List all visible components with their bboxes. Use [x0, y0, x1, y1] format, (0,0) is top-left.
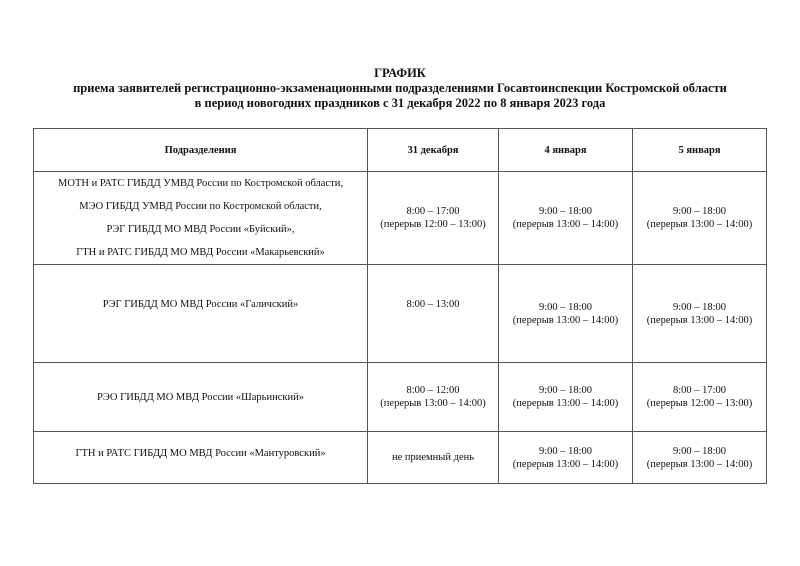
unit-name: ГТН и РАТС ГИБДД МО МВД России «Мантуровский»	[75, 448, 326, 459]
unit-name: МОТН и РАТС ГИБДД УМВД России по Костромской области,	[58, 178, 343, 189]
column-header-jan5: 5 января	[633, 129, 767, 172]
work-hours: 9:00 – 18:00	[538, 206, 593, 217]
schedule-table	[33, 128, 767, 484]
unit-cell	[34, 265, 368, 363]
schedule-cell-jan5	[633, 265, 767, 363]
schedule-cell-jan5	[633, 172, 767, 265]
work-hours: 9:00 – 18:00	[538, 301, 593, 313]
unit-cell	[34, 432, 368, 484]
document-heading	[0, 66, 800, 111]
unit-name: МЭО ГИБДД УМВД России по Костромской области,	[79, 201, 322, 212]
unit-name: ГТН и РАТС ГИБДД МО МВД России «Макарьевский»	[76, 247, 325, 258]
break-hours: (перерыв 13:00 – 14:00)	[646, 458, 753, 470]
work-hours: не приемный день	[391, 452, 475, 463]
schedule-cell-jan4	[499, 265, 633, 363]
document-title: ГРАФИК	[374, 66, 426, 80]
work-hours: 9:00 – 18:00	[672, 206, 727, 217]
break-hours: (перерыв 13:00 – 14:00)	[646, 314, 753, 326]
column-header-jan4: 4 января	[499, 129, 633, 172]
work-hours: 8:00 – 13:00	[406, 299, 460, 310]
schedule-cell-jan4	[499, 363, 633, 432]
work-hours: 9:00 – 18:00	[672, 445, 727, 457]
column-header-unit: Подразделения	[34, 129, 368, 172]
table-row	[34, 432, 767, 484]
schedule-cell-jan4	[499, 432, 633, 484]
table-row	[34, 172, 767, 265]
schedule-cell-jan5	[633, 363, 767, 432]
table-row	[34, 363, 767, 432]
work-hours: 9:00 – 18:00	[538, 385, 593, 396]
work-hours: 9:00 – 18:00	[538, 445, 593, 457]
break-hours: (перерыв 13:00 – 14:00)	[380, 398, 486, 409]
document-subtitle-line-1: приема заявителей регистрационно-экзаменационными подразделениями Госавтоинспекции Костромской области	[73, 81, 727, 95]
schedule-cell-dec31	[368, 265, 499, 363]
unit-name: РЭГ ГИБДД МО МВД России «Буйский»,	[106, 224, 295, 235]
break-hours: (перерыв 13:00 – 14:00)	[512, 314, 619, 326]
schedule-cell-jan4	[499, 172, 633, 265]
schedule-cell-jan5	[633, 432, 767, 484]
unit-cell	[34, 363, 368, 432]
work-hours: 8:00 – 17:00	[672, 385, 727, 396]
work-hours: 8:00 – 12:00	[406, 385, 460, 396]
work-hours: 8:00 – 17:00	[406, 206, 460, 217]
schedule-cell-dec31	[368, 363, 499, 432]
unit-name: РЭО ГИБДД МО МВД России «Шарьинский»	[97, 391, 304, 403]
break-hours: (перерыв 13:00 – 14:00)	[512, 458, 619, 470]
schedule-cell-dec31	[368, 432, 499, 484]
break-hours: (перерыв 13:00 – 14:00)	[512, 219, 619, 230]
break-hours: (перерыв 12:00 – 13:00)	[646, 398, 753, 409]
work-hours: 9:00 – 18:00	[672, 301, 727, 313]
table-header-row	[34, 129, 767, 172]
unit-cell	[34, 172, 368, 265]
unit-name: РЭГ ГИБДД МО МВД России «Галичский»	[102, 299, 299, 310]
column-header-dec31: 31 декабря	[368, 129, 499, 172]
break-hours: (перерыв 13:00 – 14:00)	[646, 219, 753, 230]
table-row	[34, 265, 767, 363]
break-hours: (перерыв 13:00 – 14:00)	[512, 398, 619, 409]
document-subtitle-line-2: в период новогодних праздников с 31 декабря 2022 по 8 января 2023 года	[194, 96, 606, 110]
break-hours: (перерыв 12:00 – 13:00)	[380, 219, 486, 230]
schedule-cell-dec31	[368, 172, 499, 265]
